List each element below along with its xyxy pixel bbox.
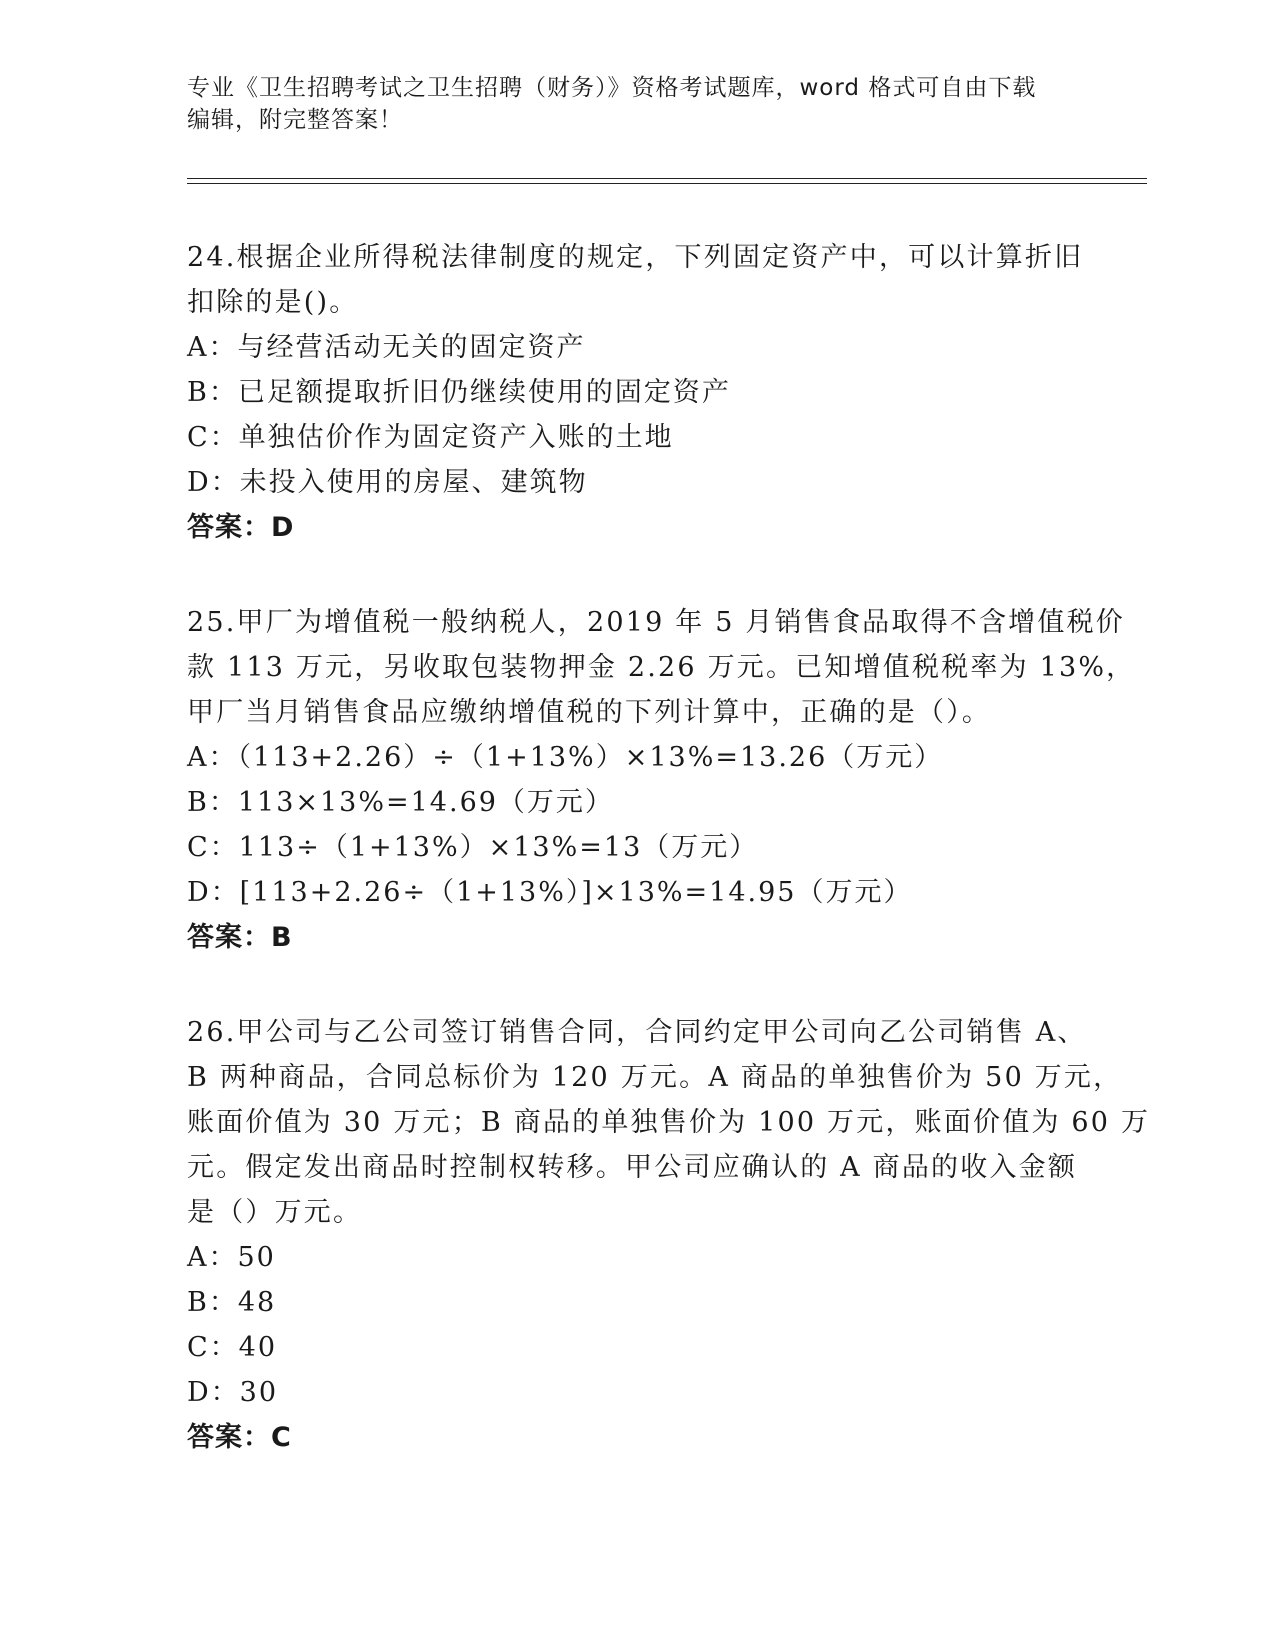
question-26 xyxy=(187,1010,1151,1460)
option-a: A：50 xyxy=(187,1242,276,1273)
option-b: B：48 xyxy=(187,1287,277,1318)
option-c: C：113÷（1+13%）×13%=13（万元） xyxy=(187,832,759,863)
option-c: C：40 xyxy=(187,1332,278,1363)
option-b: B：113×13%=14.69（万元） xyxy=(187,787,614,818)
header-line: 专业《卫生招聘考试之卫生招聘（财务）》资格考试题库，word 格式可自由下载 xyxy=(187,75,1037,101)
option-b: B：已足额提取折旧仍继续使用的固定资产 xyxy=(187,377,731,408)
question-24 xyxy=(187,235,1087,550)
option-d: D：未投入使用的房屋、建筑物 xyxy=(187,467,588,498)
header-divider xyxy=(187,183,1147,184)
header-line: 编辑，附完整答案！ xyxy=(187,107,403,133)
question-stem-line: 24.根据企业所得税法律制度的规定，下列固定资产中，可以计算折旧 xyxy=(187,242,1084,273)
question-stem-line: B 两种商品，合同总标价为 120 万元。A 商品的单独售价为 50 万元， xyxy=(187,1062,1123,1093)
question-stem-line: 元。假定发出商品时控制权转移。甲公司应确认的 A 商品的收入金额 xyxy=(187,1152,1078,1183)
option-c: C：单独估价作为固定资产入账的土地 xyxy=(187,422,674,453)
option-d: D：[113+2.26÷（1+13%）]×13%=14.95（万元） xyxy=(187,877,913,908)
option-a: A：与经营活动无关的固定资产 xyxy=(187,332,586,363)
question-stem-line: 是（）万元。 xyxy=(187,1197,363,1228)
answer-line: 答案：C xyxy=(187,1422,292,1453)
question-stem-line: 账面价值为 30 万元；B 商品的单独售价为 100 万元，账面价值为 60 万 xyxy=(187,1107,1151,1138)
option-a: A：（113+2.26）÷（1+13%）×13%=13.26（万元） xyxy=(187,742,944,773)
document-header xyxy=(187,72,1087,136)
question-25 xyxy=(187,600,1136,960)
answer-line: 答案：D xyxy=(187,512,295,543)
question-stem-line: 26.甲公司与乙公司签订销售合同，合同约定甲公司向乙公司销售 A、 xyxy=(187,1017,1087,1048)
header-divider xyxy=(187,178,1147,179)
question-stem-line: 扣除的是()。 xyxy=(187,287,359,318)
question-stem-line: 甲厂当月销售食品应缴纳增值税的下列计算中，正确的是（）。 xyxy=(187,697,992,728)
question-stem-line: 款 113 万元，另收取包装物押金 2.26 万元。已知增值税税率为 13%， xyxy=(187,652,1136,683)
option-d: D：30 xyxy=(187,1377,279,1408)
answer-line: 答案：B xyxy=(187,922,293,953)
question-stem-line: 25.甲厂为增值税一般纳税人，2019 年 5 月销售食品取得不含增值税价 xyxy=(187,607,1125,638)
